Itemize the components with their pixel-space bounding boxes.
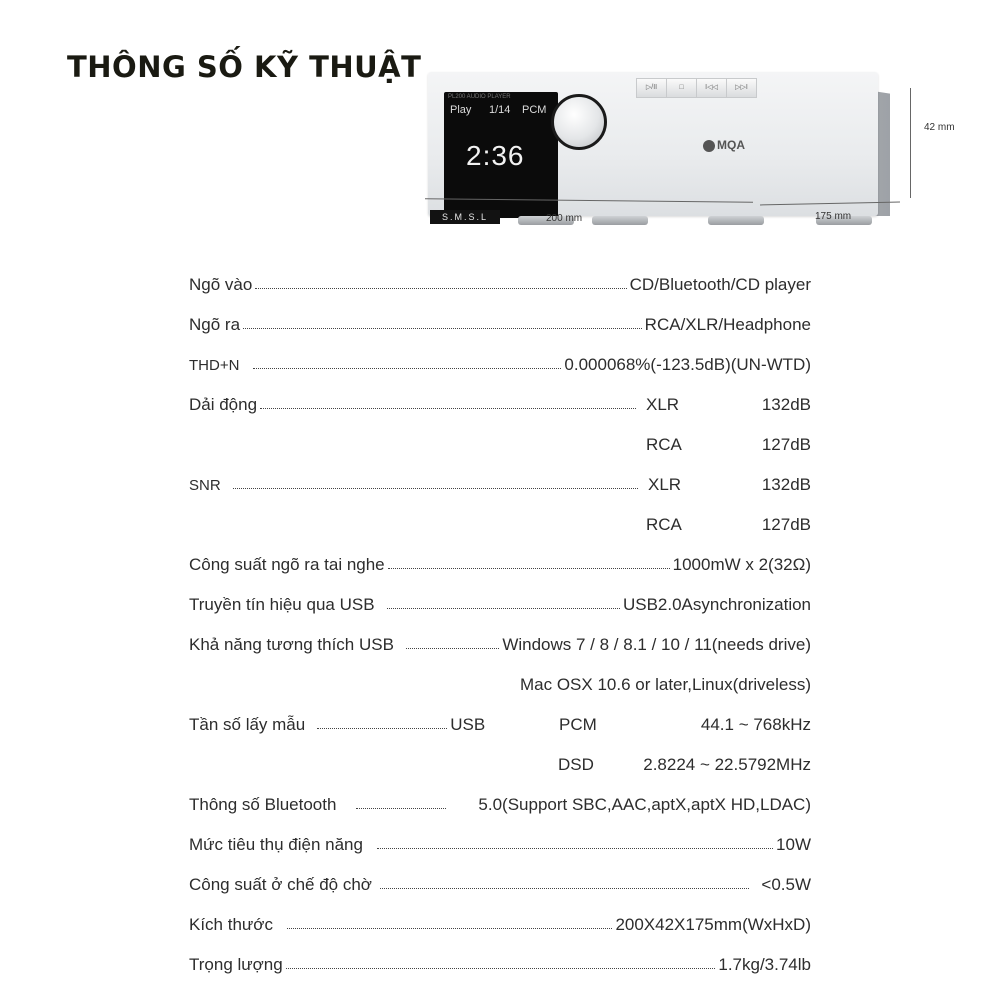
rca-value: 127dB <box>761 435 811 454</box>
leader-dots <box>260 407 636 409</box>
rca-value: 127dB <box>761 515 811 534</box>
spec-value: 5.0(Support SBC,AAC,aptX,aptX HD,LDAC) <box>478 795 811 814</box>
spec-label: Tần số lấy mẫu <box>189 715 306 734</box>
spec-label: Công suất ở chế độ chờ <box>189 875 372 894</box>
spec-value: USB2.0Asynchronization <box>622 595 811 614</box>
play-pause-button: ▷/II <box>636 78 667 98</box>
spec-row-dynamic-range <box>189 385 811 425</box>
height-dimension-line <box>910 88 911 198</box>
pcm-label: PCM <box>559 715 597 734</box>
leader-dots <box>317 727 447 729</box>
leader-dots <box>406 647 499 649</box>
spec-row-headphone-power <box>189 545 811 585</box>
volume-knob <box>551 94 607 150</box>
spec-value: 10W <box>776 835 811 854</box>
mqa-icon <box>703 140 715 152</box>
leader-dots <box>388 567 670 569</box>
screen-brand: PL200 AUDIO PLAYER <box>448 94 511 100</box>
height-dimension: 42 mm <box>924 122 955 133</box>
stop-button: □ <box>666 78 697 98</box>
next-button: ▷▷I <box>726 78 757 98</box>
screen-format: PCM <box>522 104 547 116</box>
leader-dots <box>243 327 642 329</box>
leader-dots <box>356 807 446 809</box>
spec-row-dimensions <box>189 905 811 945</box>
depth-dimension: 175 mm <box>815 211 852 222</box>
smsl-badge: S.M.S.L <box>430 210 500 224</box>
width-dimension: 200 mm <box>546 213 583 224</box>
screen-track: 1/14 <box>489 104 511 116</box>
spec-row-standby-power <box>189 865 811 905</box>
leader-dots <box>287 927 612 929</box>
spec-row-output <box>189 305 811 345</box>
prev-button: I◁◁ <box>696 78 727 98</box>
spec-subrow <box>189 425 811 465</box>
leader-dots <box>387 607 620 609</box>
page-title: THÔNG SỐ KỸ THUẬT <box>67 50 422 84</box>
spec-label: Kích thước <box>189 915 273 934</box>
spec-value-group <box>648 475 811 495</box>
leader-dots <box>286 967 716 969</box>
pcm-value: 44.1 ~ 768kHz <box>700 715 811 734</box>
spec-row-input <box>189 265 811 305</box>
spec-value: CD/Bluetooth/CD player <box>629 275 811 294</box>
spec-label: THD+N <box>189 356 240 374</box>
leader-dots <box>253 367 561 369</box>
spec-label: Khả năng tương thích USB <box>189 635 394 654</box>
spec-row-thd <box>189 345 811 385</box>
spec-row-power-consumption <box>189 825 811 865</box>
spec-label: Công suất ngõ ra tai nghe <box>189 555 385 574</box>
spec-subrow <box>189 745 811 785</box>
leader-dots <box>255 287 626 289</box>
spec-value: Windows 7 / 8 / 8.1 / 10 / 11(needs drive) <box>502 635 811 654</box>
spec-value: <0.5W <box>761 875 811 894</box>
spec-list <box>189 265 811 985</box>
device-foot <box>592 216 648 225</box>
spec-label: Ngõ ra <box>189 315 241 334</box>
screen-play-label: Play <box>450 104 472 116</box>
spec-label: SNR <box>189 476 221 494</box>
spec-row-bluetooth <box>189 785 811 825</box>
mqa-label: MQA <box>717 138 745 152</box>
spec-value: 1.7kg/3.74lb <box>718 955 811 974</box>
sample-source: USB <box>450 715 486 734</box>
spec-row-usb-compat <box>189 625 811 665</box>
leader-dots <box>377 847 773 849</box>
rca-label: RCA <box>646 435 682 454</box>
leader-dots <box>233 487 638 489</box>
rca-label: RCA <box>646 515 682 534</box>
spec-label: Truyền tín hiệu qua USB <box>189 595 375 614</box>
xlr-value: 132dB <box>761 475 811 494</box>
dsd-label: DSD <box>558 755 594 774</box>
xlr-value: 132dB <box>761 395 811 414</box>
spec-label: Dải động <box>189 395 258 414</box>
spec-subrow <box>189 505 811 545</box>
spec-subrow <box>189 665 811 705</box>
spec-label: Thông số Bluetooth <box>189 795 337 814</box>
screen-time: 2:36 <box>466 140 525 171</box>
leader-dots <box>380 887 749 889</box>
spec-value: RCA/XLR/Headphone <box>644 315 811 334</box>
dsd-value: 2.8224 ~ 22.5792MHz <box>643 755 811 774</box>
xlr-label: XLR <box>646 395 680 414</box>
spec-label: Trọng lượng <box>189 955 283 974</box>
spec-value: 0.000068%(-123.5dB)(UN-WTD) <box>564 355 811 374</box>
product-image <box>420 60 980 240</box>
mqa-logo <box>703 138 745 152</box>
xlr-label: XLR <box>648 475 682 494</box>
spec-value-group <box>646 395 811 415</box>
spec-label: Ngõ vào <box>189 275 253 294</box>
spec-row-sample-rate <box>189 705 811 745</box>
spec-value: 1000mW x 2(32Ω) <box>672 555 811 574</box>
device-front <box>428 72 878 216</box>
spec-value: 200X42X175mm(WxHxD) <box>615 915 811 934</box>
spec-row-snr <box>189 465 811 505</box>
spec-value-2: Mac OSX 10.6 or later,Linux(driveless) <box>519 675 811 694</box>
device-foot <box>708 216 764 225</box>
spec-row-weight <box>189 945 811 985</box>
spec-row-usb-transfer <box>189 585 811 625</box>
spec-label: Mức tiêu thụ điện năng <box>189 835 363 854</box>
